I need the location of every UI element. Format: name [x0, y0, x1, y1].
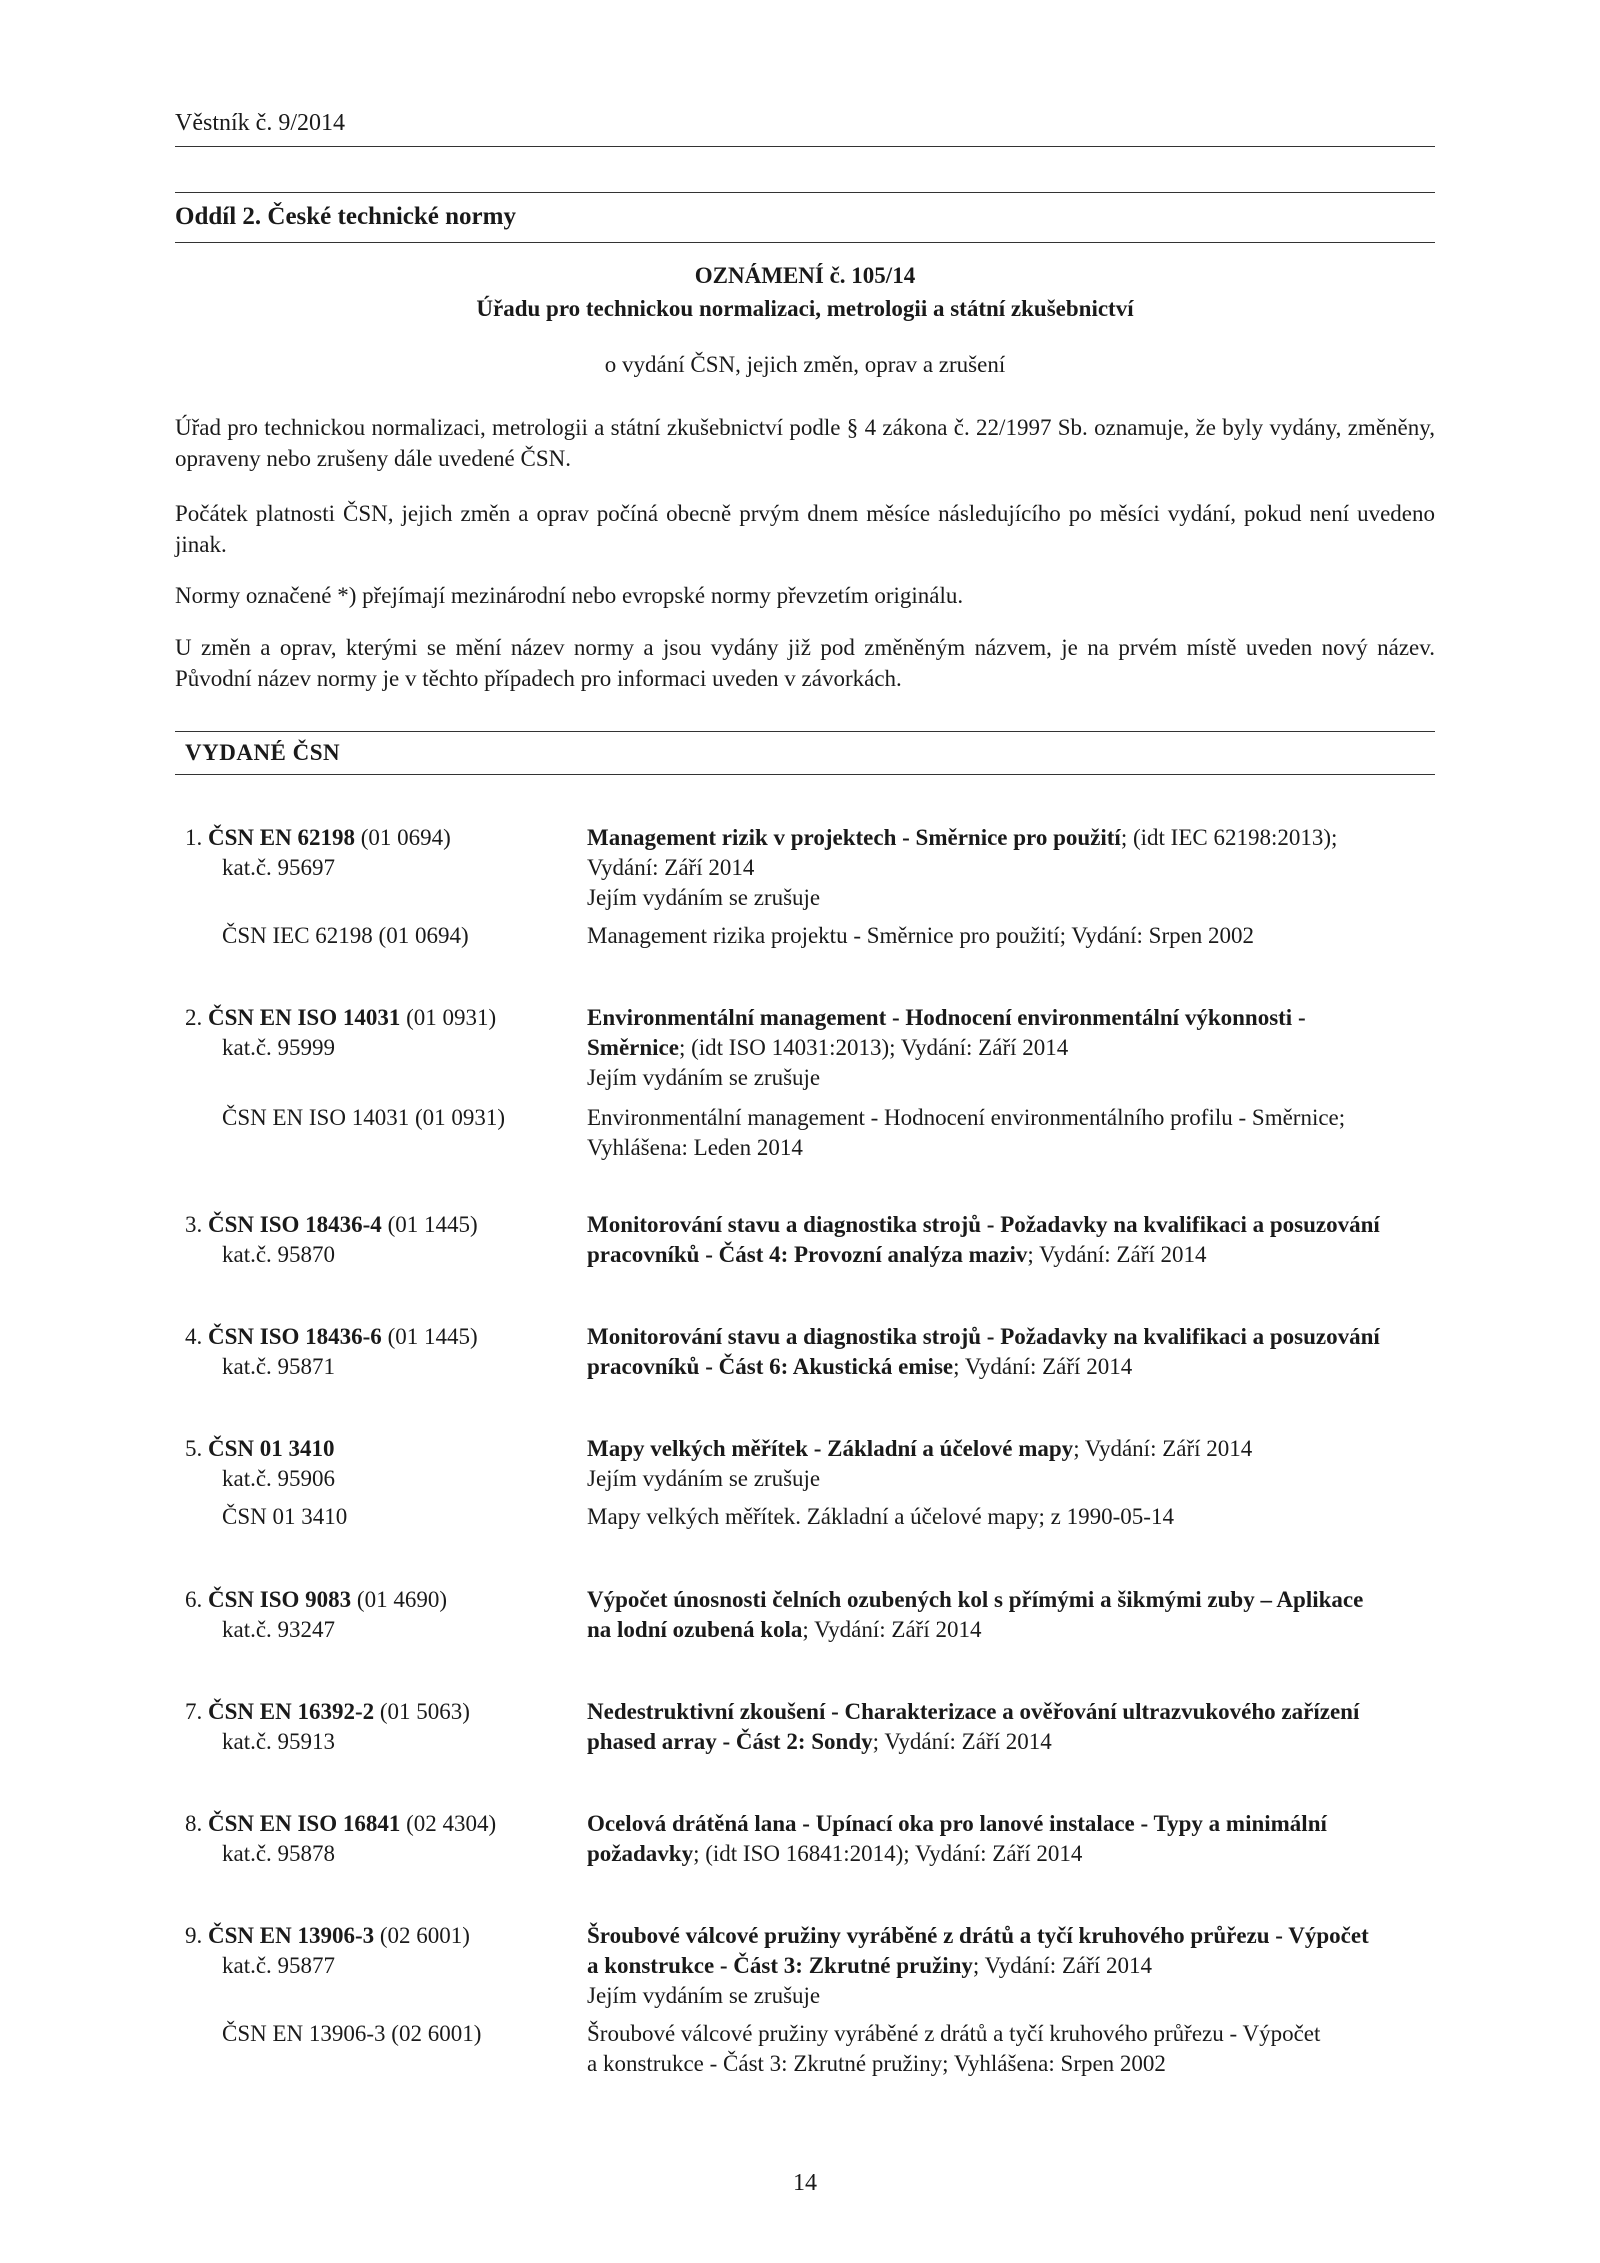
- cancels-note: Jejím vydáním se zrušuje: [587, 1983, 821, 2008]
- catalog-number: kat.č. 95906: [222, 1466, 336, 1491]
- cancelled-standard-code: ČSN EN ISO 14031 (01 0931): [222, 1105, 506, 1130]
- intro-paragraph: Úřad pro technickou normalizaci, metrologii a státní zkušebnictví podle § 4 zákona č. 22/1997 Sb. oznamuje, že byly vydány, změněny, opraveny nebo zrušeny dále uvedené ČSN.: [175, 415, 1435, 471]
- journal-header: Věstník č. 9/2014: [175, 110, 345, 136]
- standard-title-line2: na lodní ozubená kola: [587, 1617, 803, 1642]
- vydane-rule-bottom: [175, 774, 1435, 775]
- catalog-number: kat.č. 95913: [222, 1729, 336, 1754]
- standard-code: ČSN EN 13906-3: [208, 1923, 375, 1948]
- catalog-number: kat.č. 95697: [222, 855, 336, 880]
- item-number: 4.: [185, 1324, 203, 1349]
- standard-title-tail: ; Vydání: Září 2014: [1073, 1436, 1253, 1461]
- standard-title-tail: ; Vydání: Září 2014: [953, 1354, 1133, 1379]
- announcement-about: o vydání ČSN, jejich změn, oprav a zrušení: [604, 352, 1006, 377]
- cancelled-standard-title: Mapy velkých měřítek. Základní a účelové mapy; z 1990-05-14: [587, 1504, 1174, 1529]
- item-number: 2.: [185, 1005, 203, 1030]
- cancels-note: Jejím vydáním se zrušuje: [587, 1065, 821, 1090]
- standard-title-line1: Šroubové válcové pružiny vyráběné z drátů a tyčí kruhového průřezu - Výpočet: [587, 1923, 1369, 1948]
- standard-code: ČSN EN ISO 16841: [208, 1811, 401, 1836]
- standard-code: ČSN EN ISO 14031: [208, 1005, 401, 1030]
- standard-title-line1: Ocelová drátěná lana - Upínací oka pro lanové instalace - Typy a minimální: [587, 1811, 1327, 1836]
- standard-title-tail: ; Vydání: Září 2014: [872, 1729, 1052, 1754]
- validity-paragraph: Počátek platnosti ČSN, jejich změn a oprav počíná obecně prvým dnem měsíce následujícího po měsíci vydání, pokud není uvedeno jinak.: [175, 501, 1435, 557]
- announcement-title: OZNÁMENÍ č. 105/14: [694, 263, 916, 288]
- cancelled-standard-code: ČSN EN 13906-3 (02 6001): [222, 2021, 482, 2046]
- vydane-rule-top: [175, 731, 1435, 732]
- standard-title: Management rizik v projektech - Směrnice pro použití: [587, 825, 1121, 850]
- standard-title-tail: ; (idt ISO 14031:2013); Vydání: Září 2014: [678, 1035, 1069, 1060]
- standard-code: ČSN EN 16392-2: [208, 1699, 375, 1724]
- section-title: Oddíl 2. České technické normy: [175, 203, 516, 230]
- classification-number: (01 1445): [387, 1324, 478, 1349]
- standard-title: Mapy velkých měřítek - Základní a účelové mapy: [587, 1436, 1074, 1461]
- standard-title-line2: pracovníků - Část 4: Provozní analýza maziv: [587, 1242, 1028, 1267]
- classification-number: (01 5063): [379, 1699, 470, 1724]
- catalog-number: kat.č. 93247: [222, 1617, 336, 1642]
- cancelled-standard-code: ČSN IEC 62198 (01 0694): [222, 923, 469, 948]
- cancelled-standard-title-line2: Vyhlášena: Leden 2014: [587, 1135, 803, 1160]
- catalog-number: kat.č. 95999: [222, 1035, 336, 1060]
- header-rule: [175, 146, 1435, 147]
- item-number: 6.: [185, 1587, 203, 1612]
- standard-code: ČSN 01 3410: [208, 1436, 335, 1461]
- cancelled-standard-title: Management rizika projektu - Směrnice pro použití; Vydání: Srpen 2002: [587, 923, 1255, 948]
- standard-title-tail: ; (idt ISO 16841:2014); Vydání: Září 2014: [693, 1841, 1083, 1866]
- classification-number: (02 6001): [379, 1923, 470, 1948]
- classification-number: (01 0931): [406, 1005, 497, 1030]
- standard-code: ČSN ISO 9083: [208, 1587, 352, 1612]
- item-number: 8.: [185, 1811, 203, 1836]
- cancels-note: Jejím vydáním se zrušuje: [587, 1466, 821, 1491]
- cancelled-standard-title-line2: a konstrukce - Část 3: Zkrutné pružiny; Vyhlášena: Srpen 2002: [587, 2051, 1166, 2076]
- item-number: 9.: [185, 1923, 203, 1948]
- adoption-paragraph: Normy označené *) přejímají mezinárodní nebo evropské normy převzetím originálu.: [175, 583, 964, 608]
- name-change-paragraph: U změn a oprav, kterými se mění název normy a jsou vydány již pod změněným názvem, je na prvém místě uveden nový název. Původní název normy je v těchto případech pro informaci uveden v závorkách.: [175, 635, 1435, 691]
- item-number: 3.: [185, 1212, 203, 1237]
- issued-standards-heading: VYDANÉ ČSN: [185, 740, 341, 765]
- standard-title-tail: ; Vydání: Září 2014: [802, 1617, 982, 1642]
- issue-date: Vydání: Září 2014: [587, 855, 755, 880]
- page-number: 14: [793, 2170, 817, 2196]
- standard-title-line1: Environmentální management - Hodnocení environmentální výkonnosti -: [587, 1005, 1306, 1030]
- standard-title-line1: Monitorování stavu a diagnostika strojů - Požadavky na kvalifikaci a posuzování: [587, 1324, 1380, 1349]
- catalog-number: kat.č. 95870: [222, 1242, 336, 1267]
- catalog-number: kat.č. 95878: [222, 1841, 336, 1866]
- cancelled-standard-code: ČSN 01 3410: [222, 1504, 348, 1529]
- classification-number: (01 0694): [360, 825, 451, 850]
- item-number: 5.: [185, 1436, 203, 1461]
- standard-code: ČSN ISO 18436-6: [208, 1324, 382, 1349]
- catalog-number: kat.č. 95877: [222, 1953, 336, 1978]
- cancels-note: Jejím vydáním se zrušuje: [587, 885, 821, 910]
- standard-title-line2: požadavky: [587, 1841, 694, 1866]
- section-rule-bottom: [175, 242, 1435, 243]
- item-number: 1.: [185, 825, 203, 850]
- standard-title-line1: Výpočet únosnosti čelních ozubených kol s přímými a šikmými zuby – Aplikace: [587, 1587, 1364, 1612]
- standard-title-line2: pracovníků - Část 6: Akustická emise: [587, 1354, 954, 1379]
- cancelled-standard-title-line1: Šroubové válcové pružiny vyráběné z drátů a tyčí kruhového průřezu - Výpočet: [587, 2021, 1321, 2046]
- standard-title-tail: ; Vydání: Září 2014: [1027, 1242, 1207, 1267]
- standard-title-line1: Nedestruktivní zkoušení - Charakterizace a ověřování ultrazvukového zařízení: [587, 1699, 1360, 1724]
- standard-title-tail: ; (idt IEC 62198:2013);: [1120, 825, 1338, 850]
- announcement-authority: Úřadu pro technickou normalizaci, metrologii a státní zkušebnictví: [476, 296, 1134, 321]
- standard-title-line2: Směrnice: [587, 1035, 679, 1060]
- classification-number: (01 4690): [356, 1587, 447, 1612]
- item-number: 7.: [185, 1699, 203, 1724]
- standard-title-line2: a konstrukce - Část 3: Zkrutné pružiny: [587, 1953, 973, 1978]
- catalog-number: kat.č. 95871: [222, 1354, 336, 1379]
- standard-title-line2: phased array - Část 2: Sondy: [587, 1729, 873, 1754]
- standard-code: ČSN EN 62198: [208, 825, 355, 850]
- cancelled-standard-title-line1: Environmentální management - Hodnocení environmentálního profilu - Směrnice;: [587, 1105, 1346, 1130]
- classification-number: (01 1445): [387, 1212, 478, 1237]
- standard-code: ČSN ISO 18436-4: [208, 1212, 382, 1237]
- standard-title-line1: Monitorování stavu a diagnostika strojů - Požadavky na kvalifikaci a posuzování: [587, 1212, 1380, 1237]
- section-rule-top: [175, 192, 1435, 193]
- standard-title-tail: ; Vydání: Září 2014: [972, 1953, 1153, 1978]
- classification-number: (02 4304): [406, 1811, 497, 1836]
